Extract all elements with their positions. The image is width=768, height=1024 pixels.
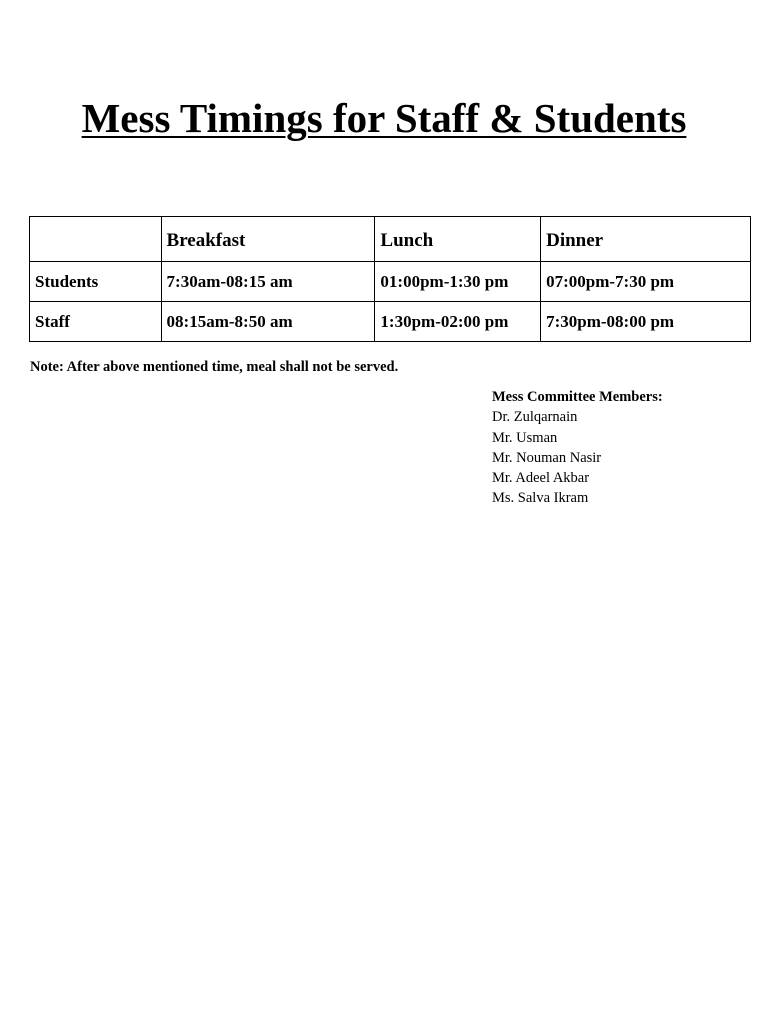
committee-member-list	[492, 407, 663, 508]
students-breakfast-time: 7:30am-08:15 am	[161, 262, 375, 302]
table-row-staff	[30, 302, 751, 342]
committee-member: Mr. Nouman Nasir	[492, 449, 602, 466]
students-dinner-time: 07:00pm-7:30 pm	[541, 262, 751, 302]
staff-dinner-time: 7:30pm-08:00 pm	[541, 302, 751, 342]
table-header-row	[30, 217, 751, 262]
row-label-students: Students	[30, 262, 162, 302]
header-cell-breakfast: Breakfast	[161, 217, 375, 262]
header-cell-dinner: Dinner	[541, 217, 751, 262]
committee-member: Mr. Usman	[492, 429, 558, 446]
row-label-staff: Staff	[30, 302, 162, 342]
header-cell-lunch: Lunch	[375, 217, 541, 262]
mess-timings-table	[29, 216, 751, 342]
page-title: Mess Timings for Staff & Students	[81, 95, 687, 141]
header-cell-empty	[30, 217, 162, 262]
committee-member: Mr. Adeel Akbar	[492, 470, 590, 487]
staff-breakfast-time: 08:15am-8:50 am	[161, 302, 375, 342]
staff-lunch-time: 1:30pm-02:00 pm	[375, 302, 541, 342]
committee-heading: Mess Committee Members:	[492, 389, 663, 405]
table-row-students	[30, 262, 751, 302]
serving-note: Note: After above mentioned time, meal shall not be served.	[30, 359, 399, 375]
committee-member: Ms. Salva Ikram	[492, 490, 589, 507]
committee-member: Dr. Zulqarnain	[492, 409, 578, 426]
students-lunch-time: 01:00pm-1:30 pm	[375, 262, 541, 302]
committee-section	[492, 387, 663, 509]
